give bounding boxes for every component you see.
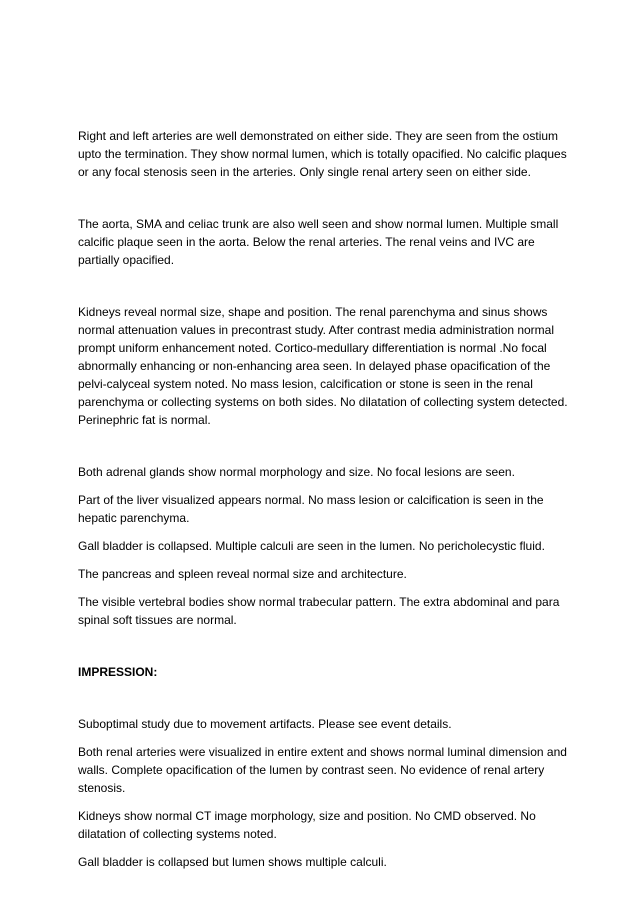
impression-heading: IMPRESSION: (78, 665, 158, 679)
impression-item-study-quality: Suboptimal study due to movement artifacts. Please see event details. (78, 717, 452, 731)
findings-paragraph-renal-arteries: Right and left arteries are well demonstrated on either side. They are seen from the ostium upto the termination. They show normal lumen, which is totally opacified. No calcific plaques or any focal stenosis seen in the arteries. Only single renal artery seen on either side. (78, 129, 567, 179)
findings-paragraph-liver: Part of the liver visualized appears normal. No mass lesion or calcification is seen in the hepatic parenchyma. (78, 493, 544, 525)
findings-paragraph-adrenals: Both adrenal glands show normal morphology and size. No focal lesions are seen. (78, 465, 515, 479)
impression-item-renal-arteries: Both renal arteries were visualized in entire extent and shows normal luminal dimension and walls. Complete opacification of the lumen by contrast seen. No evidence of renal artery stenosis. (78, 745, 567, 795)
impression-item-gall-bladder: Gall bladder is collapsed but lumen shows multiple calculi. (78, 855, 387, 869)
findings-paragraph-aorta: The aorta, SMA and celiac trunk are also well seen and show normal lumen. Multiple small calcific plaque seen in the aorta. Below the renal arteries. The renal veins and IVC are partially opacified. (78, 217, 559, 267)
report-body (78, 127, 568, 871)
findings-paragraph-gall-bladder: Gall bladder is collapsed. Multiple calculi are seen in the lumen. No pericholecystic fluid. (78, 539, 545, 553)
findings-paragraph-vertebrae: The visible vertebral bodies show normal trabecular pattern. The extra abdominal and para spinal soft tissues are normal. (78, 595, 560, 627)
impression-item-kidneys: Kidneys show normal CT image morphology, size and position. No CMD observed. No dilatation of collecting systems noted. (78, 809, 536, 841)
findings-paragraph-pancreas-spleen: The pancreas and spleen reveal normal size and architecture. (78, 567, 407, 581)
findings-paragraph-kidneys: Kidneys reveal normal size, shape and position. The renal parenchyma and sinus shows normal attenuation values in precontrast study. After contrast media administration normal prompt uniform enhancement noted. Cortico-medullary differentiation is normal .No focal abnormally enhancing or non-enhancing area seen. In delayed phase opacification of the pelvi-calyceal system noted. No mass lesion, calcification or stone is seen in the renal parenchyma or collecting systems on both sides. No dilatation of collecting system detected. Perinephric fat is normal. (78, 305, 568, 427)
